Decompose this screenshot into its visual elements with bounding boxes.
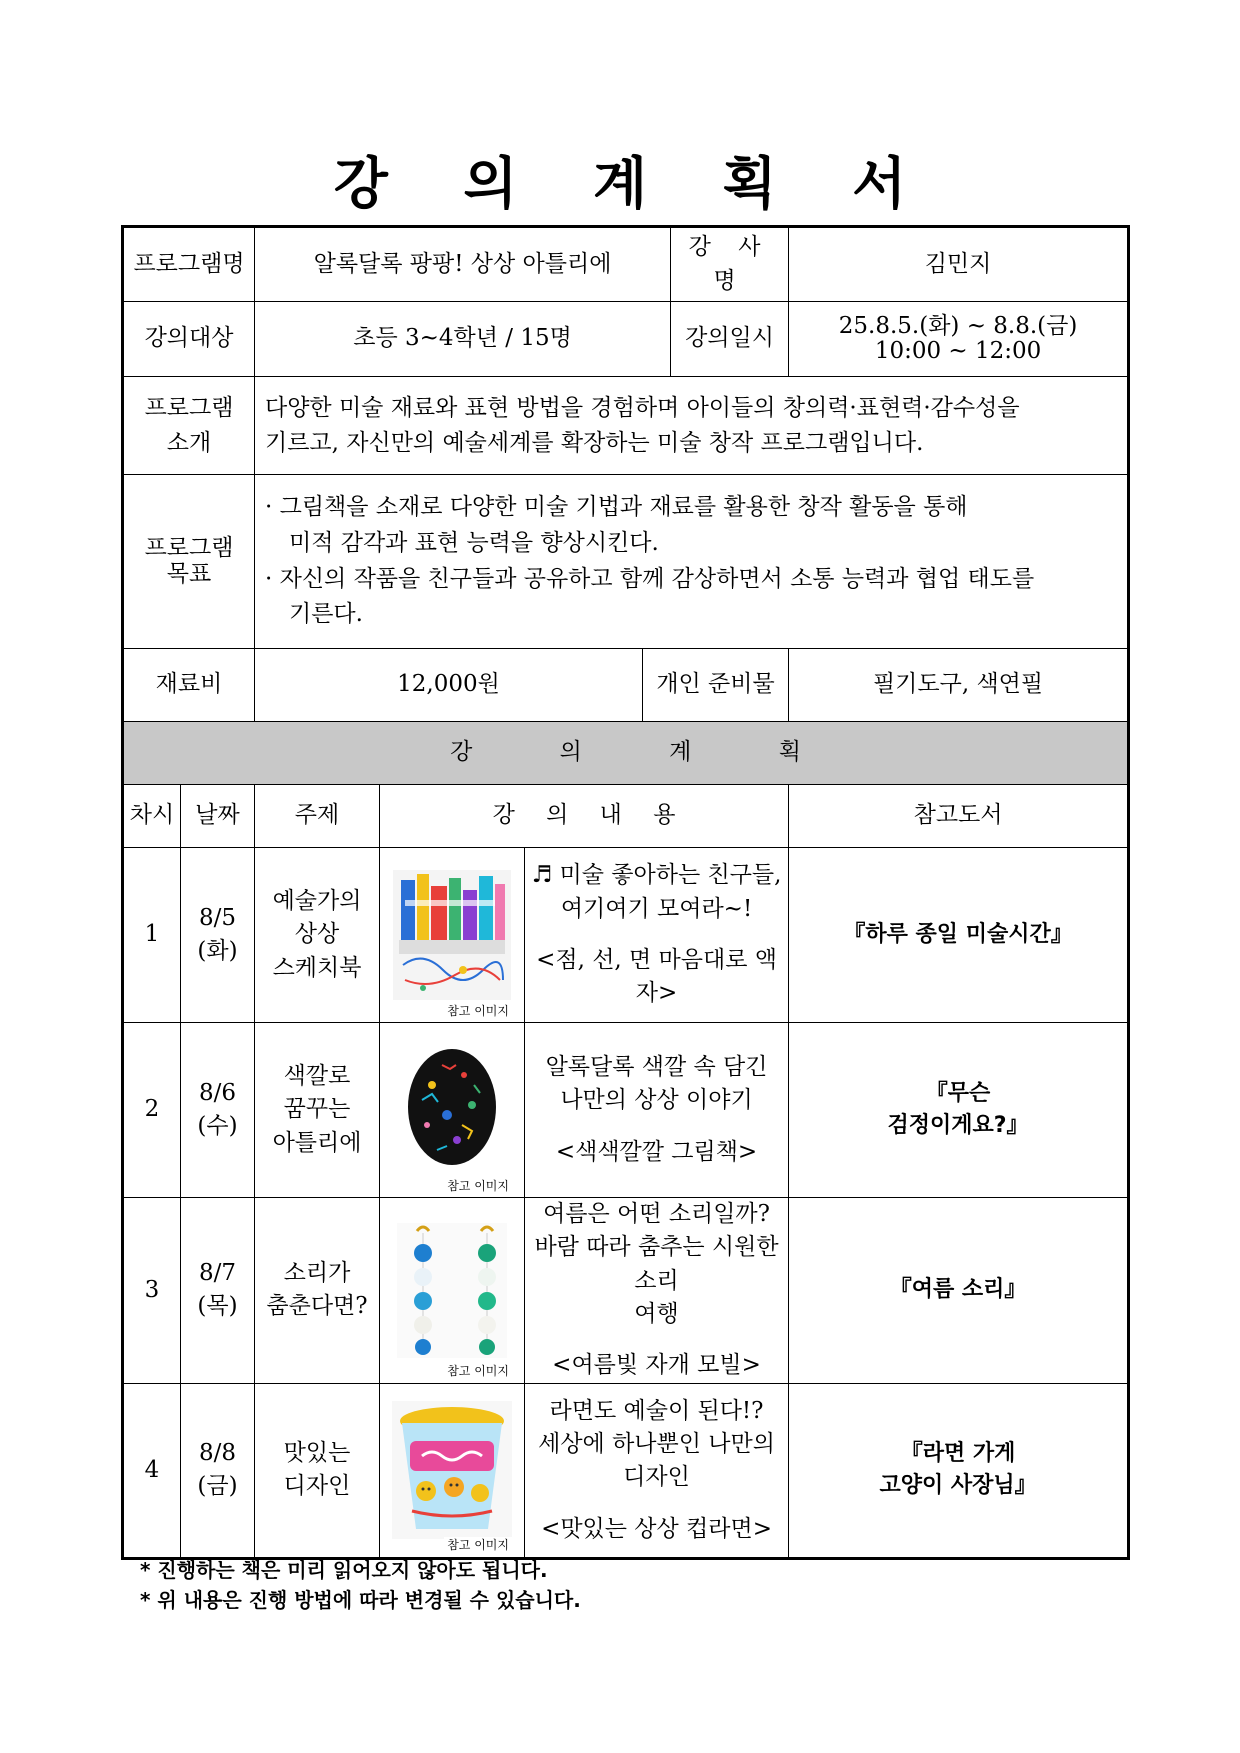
shell-mobile-image <box>397 1223 507 1358</box>
lecture-plan-table <box>121 225 1130 1560</box>
cup-ramen-design-image <box>392 1401 512 1539</box>
intro-line: 다양한 미술 재료와 표현 방법을 경험하며 아이들의 창의력·표현력·감수성을 <box>265 395 1020 421</box>
material-fee: 12,000원 <box>255 649 643 722</box>
goal-line: 기른다. <box>289 601 363 628</box>
book-line: 『무슨 <box>925 1081 991 1107</box>
reference-image-cell <box>380 1198 525 1384</box>
document-title: 강 의 계 획 서 <box>333 152 935 217</box>
schedule-value <box>789 302 1129 377</box>
goal-label <box>123 475 255 649</box>
reference-image-caption: 참고 이미지 <box>444 1537 512 1554</box>
content-line: 바람 따라 춤추는 시원한 소리 <box>534 1234 779 1294</box>
goal-text <box>255 475 1129 649</box>
header-session: 차시 <box>123 785 181 848</box>
goal-line: 미적 감각과 표현 능력을 향상시킨다. <box>289 529 659 556</box>
topic-line: 예술가의 <box>272 887 362 914</box>
target-label: 강의대상 <box>123 302 255 377</box>
book-line: 고양이 사장님』 <box>879 1473 1037 1499</box>
instructor-label: 강 사 명 <box>671 227 789 302</box>
activity-title: <점, 선, 면 마음대로 액자> <box>536 947 777 1007</box>
header-topic: 주제 <box>255 785 380 848</box>
session-content <box>525 1023 789 1198</box>
footnote: * 위 내용은 진행 방법에 따라 변경될 수 있습니다. <box>140 1588 581 1612</box>
scratch-art-face-image <box>402 1045 502 1175</box>
topic-line: 춤춘다면? <box>266 1293 368 1320</box>
session-content <box>525 1198 789 1384</box>
goal-label-line: 프로그램 <box>144 535 234 562</box>
session-topic <box>255 1383 380 1558</box>
activity-title: <맛있는 상상 컵라면> <box>541 1515 772 1542</box>
plan-section-title: 강 의 계 획 <box>123 722 1129 785</box>
content-line: 라면도 예술이 된다!? <box>549 1397 764 1424</box>
session-date <box>181 1023 255 1198</box>
content-line: 여름은 어떤 소리일까? <box>543 1201 770 1227</box>
session-date <box>181 1383 255 1558</box>
header-date: 날짜 <box>181 785 255 848</box>
session-topic <box>255 1198 380 1384</box>
content-line: 여행 <box>634 1301 679 1328</box>
session-number: 1 <box>123 848 181 1023</box>
content-line: 세상에 하나뿐인 나만의 디자인 <box>538 1430 775 1491</box>
table-row <box>123 848 1129 1023</box>
schedule-dates: 25.8.5.(화) ~ 8.8.(금) <box>838 312 1078 339</box>
colorful-city-artwork-image <box>393 870 511 1000</box>
header-content: 강 의 내 용 <box>380 785 789 848</box>
date-text: 8/7 <box>198 1260 236 1287</box>
topic-line: 상상 <box>294 921 340 948</box>
reference-image-cell <box>380 848 525 1023</box>
reference-book <box>789 1383 1129 1558</box>
instructor-name: 김민지 <box>789 227 1129 302</box>
session-number: 3 <box>123 1198 181 1384</box>
topic-line: 소리가 <box>283 1260 351 1287</box>
reference-image-caption: 참고 이미지 <box>444 1363 512 1380</box>
prep-items: 필기도구, 색연필 <box>789 649 1129 722</box>
reference-book: 『여름 소리』 <box>789 1198 1129 1384</box>
topic-line: 색깔로 <box>283 1062 351 1089</box>
intro-label-line: 소개 <box>166 429 212 456</box>
topic-line: 맛있는 <box>283 1439 351 1466</box>
reference-image-cell <box>380 1383 525 1558</box>
intro-line: 기르고, 자신만의 예술세계를 확장하는 미술 창작 프로그램입니다. <box>265 429 924 456</box>
activity-title: <색색깔깔 그림책> <box>555 1138 758 1165</box>
table-row <box>123 1023 1129 1198</box>
date-text: 8/8 <box>198 1439 236 1466</box>
session-number: 4 <box>123 1383 181 1558</box>
day-text: (화) <box>197 938 238 964</box>
day-text: (목) <box>197 1293 238 1320</box>
footnotes <box>140 1555 581 1615</box>
schedule-label: 강의일시 <box>671 302 789 377</box>
reference-image-cell <box>380 1023 525 1198</box>
day-text: (금) <box>197 1473 238 1500</box>
topic-line: 꿈꾸는 <box>283 1096 351 1123</box>
book-line: 『라면 가게 <box>900 1441 1016 1467</box>
content-line: 알록달록 색깔 속 담긴 <box>545 1053 768 1080</box>
goal-label-line: 목표 <box>166 560 212 587</box>
reference-image-caption: 참고 이미지 <box>444 1003 512 1020</box>
content-line: 나만의 상상 이야기 <box>560 1087 753 1114</box>
session-content <box>525 848 789 1023</box>
material-fee-label: 재료비 <box>123 649 255 722</box>
day-text: (수) <box>197 1113 238 1139</box>
target-value: 초등 3~4학년 / 15명 <box>255 302 671 377</box>
reference-book <box>789 1023 1129 1198</box>
program-name: 알록달록 팡팡! 상상 아틀리에 <box>255 227 671 302</box>
session-content <box>525 1383 789 1558</box>
content-line: 여기여기 모여라~! <box>560 895 753 922</box>
session-number: 2 <box>123 1023 181 1198</box>
intro-text <box>255 377 1129 475</box>
session-date <box>181 848 255 1023</box>
footnote: * 진행하는 책은 미리 읽어오지 않아도 됩니다. <box>140 1558 548 1582</box>
reference-book: 『하루 종일 미술시간』 <box>789 848 1129 1023</box>
date-text: 8/6 <box>198 1079 236 1106</box>
book-line: 검정이게요?』 <box>887 1113 1029 1138</box>
header-book: 참고도서 <box>789 785 1129 848</box>
session-topic <box>255 1023 380 1198</box>
reference-image-caption: 참고 이미지 <box>444 1178 512 1195</box>
content-line: ♬ 미술 좋아하는 친구들, <box>531 862 782 889</box>
date-text: 8/5 <box>198 904 236 931</box>
program-name-label: 프로그램명 <box>123 227 255 302</box>
topic-line: 스케치북 <box>272 954 362 981</box>
prep-label: 개인 준비물 <box>643 649 789 722</box>
activity-title: <여름빛 자개 모빌> <box>552 1352 761 1379</box>
intro-label <box>123 377 255 475</box>
session-topic <box>255 848 380 1023</box>
topic-line: 아틀리에 <box>272 1129 362 1156</box>
goal-line: · 그림책을 소재로 다양한 미술 기법과 재료를 활용한 창작 활동을 통해 <box>265 494 968 521</box>
session-date <box>181 1198 255 1384</box>
table-row <box>123 1198 1129 1384</box>
table-row <box>123 1383 1129 1558</box>
schedule-time: 10:00 ~ 12:00 <box>874 338 1042 364</box>
goal-line: · 자신의 작품을 친구들과 공유하고 함께 감상하면서 소통 능력과 협업 태도를 <box>265 565 1035 592</box>
topic-line: 디자인 <box>283 1473 351 1500</box>
intro-label-line: 프로그램 <box>144 395 234 421</box>
